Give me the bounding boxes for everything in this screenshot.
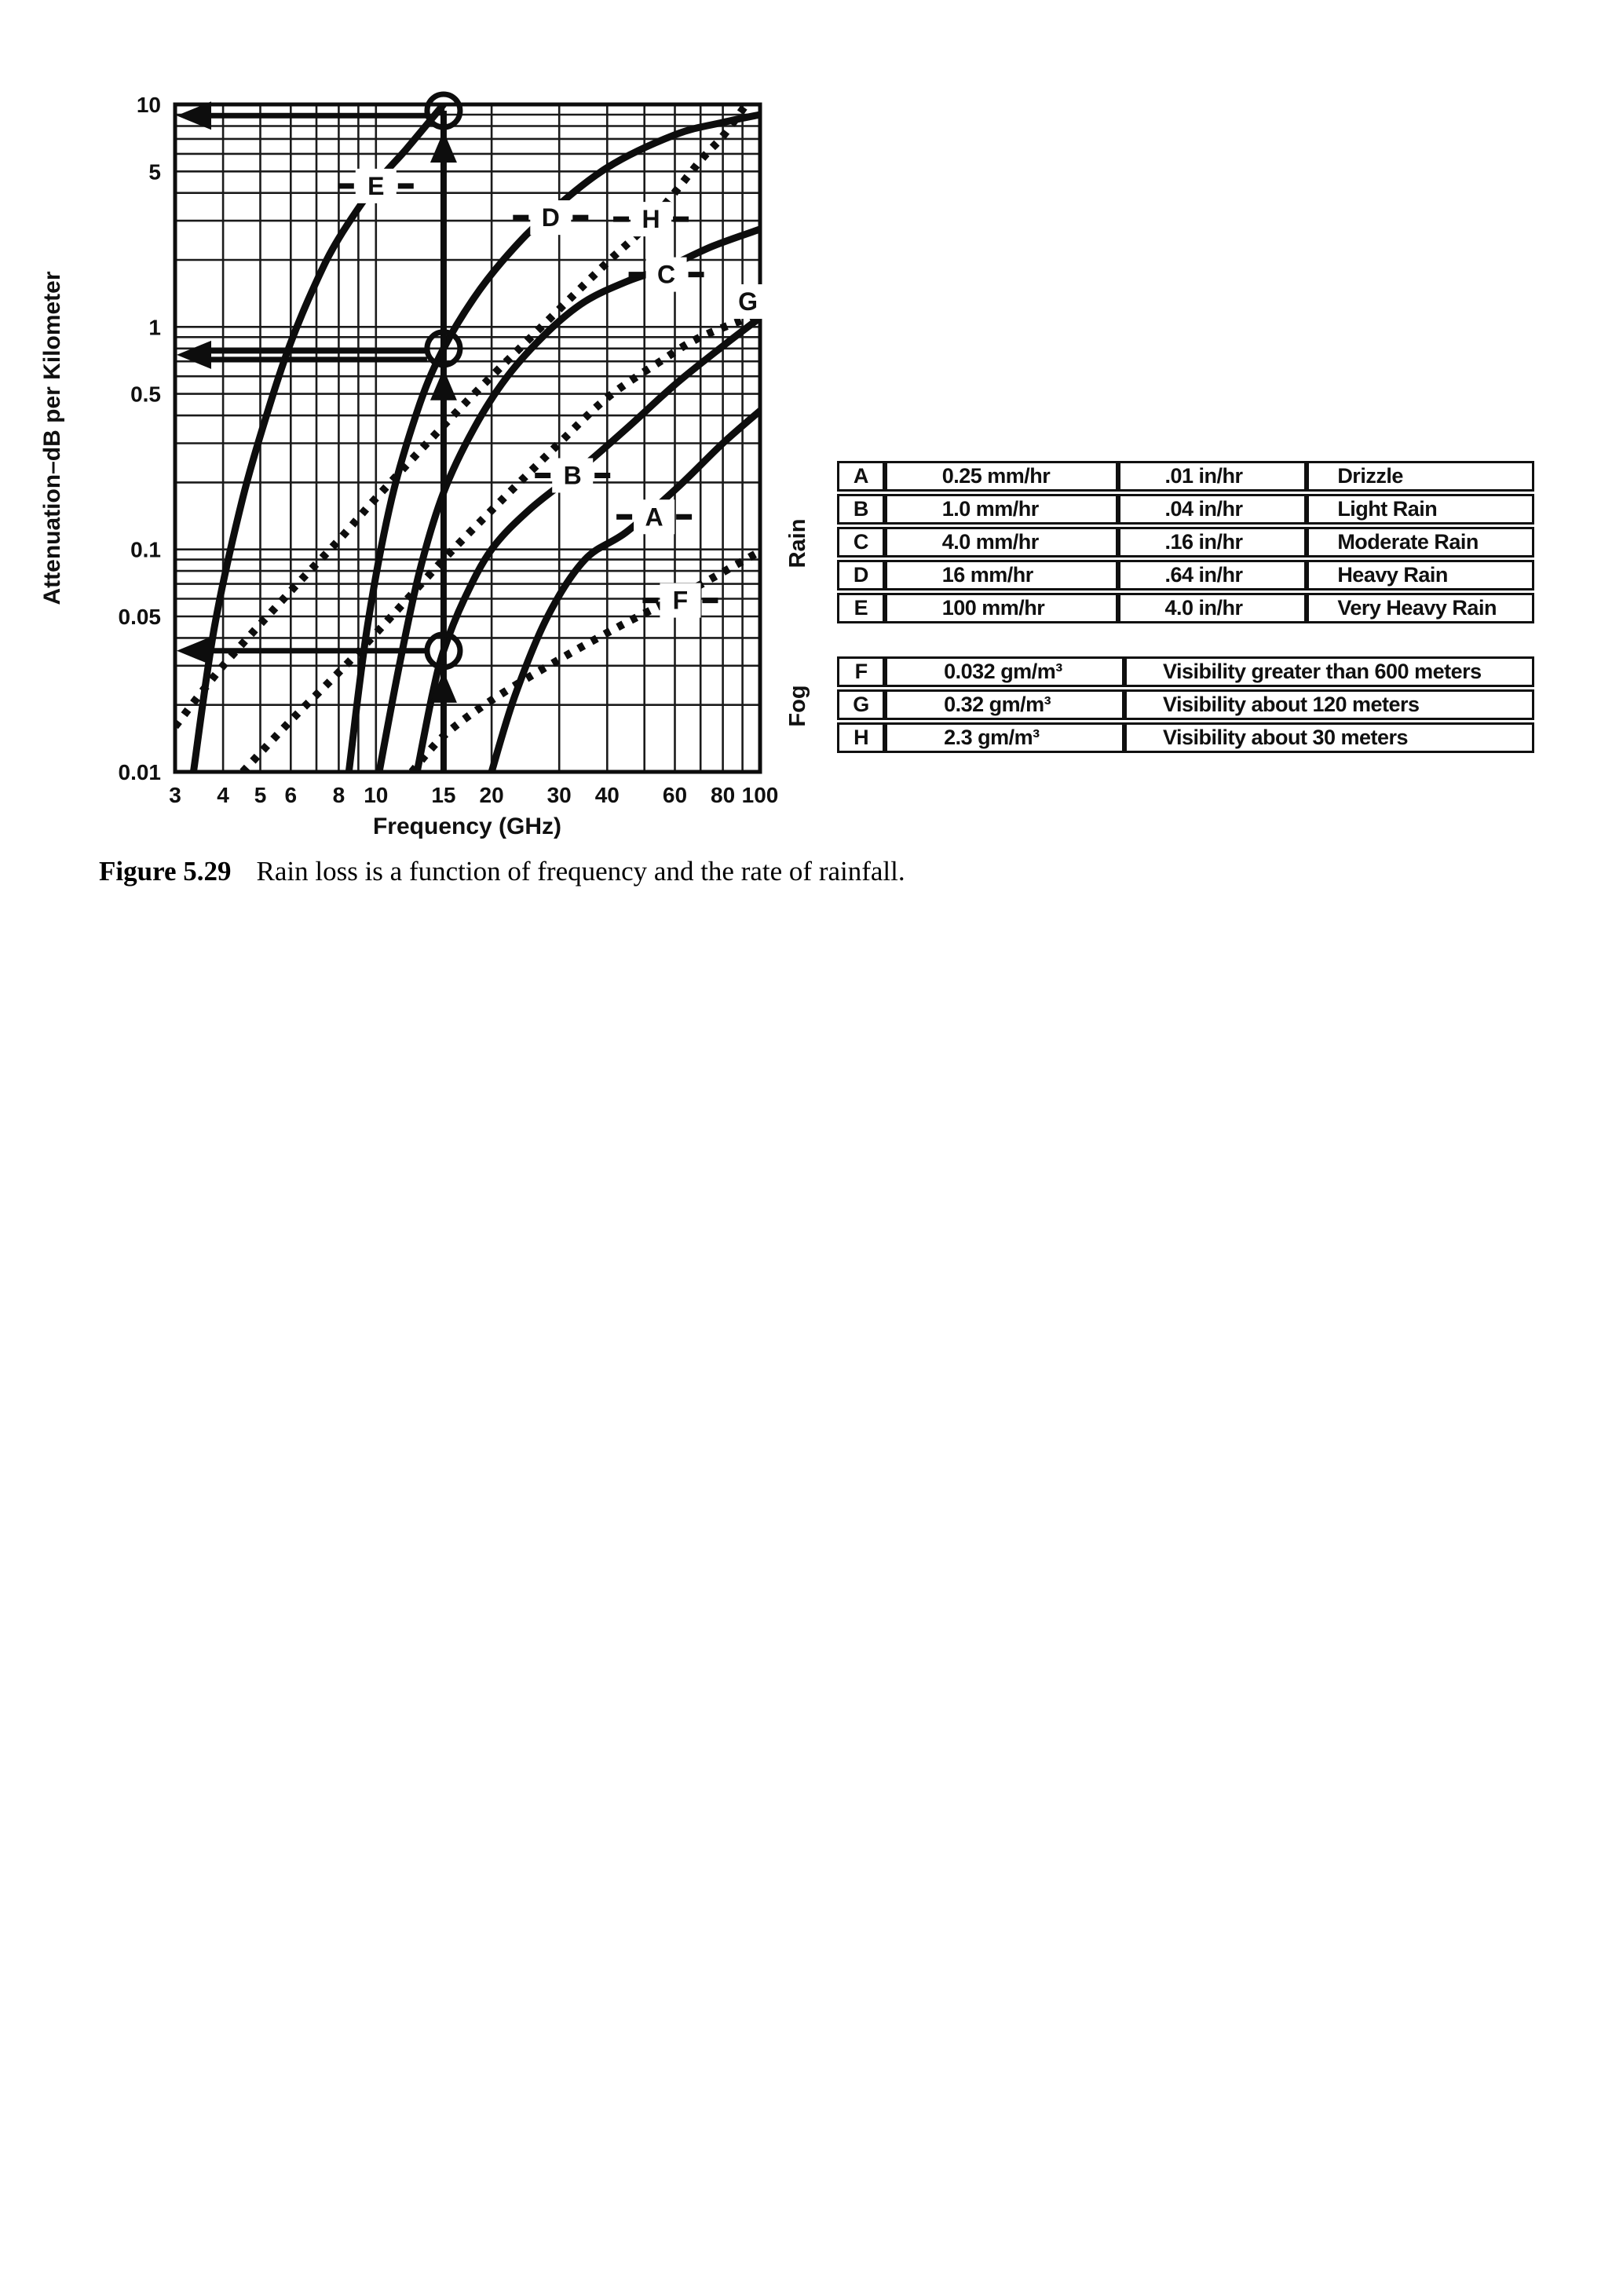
- table-cell: E: [837, 593, 885, 623]
- y-tick-label: 5: [148, 159, 161, 185]
- table-cell: 0.32 gm/m³: [885, 689, 1124, 720]
- x-tick-label: 6: [284, 783, 298, 807]
- table-cell: .16 in/hr: [1118, 527, 1307, 558]
- x-tick-label: 60: [662, 783, 688, 807]
- x-tick-label: 10: [364, 783, 389, 807]
- table-cell: 0.032 gm/m³: [885, 656, 1124, 687]
- table-cell: A: [837, 461, 885, 492]
- y-tick-label: 1: [148, 315, 161, 340]
- table-cell: F: [837, 656, 885, 687]
- table-row: [837, 527, 1534, 558]
- table-cell: 0.25 mm/hr: [885, 461, 1119, 492]
- table-cell: Heavy Rain: [1307, 560, 1534, 590]
- x-tick-label: 3: [169, 783, 181, 807]
- curve-label-G: G: [738, 287, 758, 316]
- left-arrowhead: [177, 637, 211, 665]
- table-cell: .01 in/hr: [1118, 461, 1307, 492]
- y-axis-title: Attenuation–dB per Kilometer: [39, 271, 65, 605]
- y-tick-label: 10: [136, 93, 161, 117]
- table-cell: B: [837, 494, 885, 525]
- figure-caption-label: Figure 5.29: [99, 856, 232, 887]
- y-tick-label: 0.05: [118, 605, 161, 629]
- table-cell: 4.0 mm/hr: [885, 527, 1119, 558]
- figure-caption-text: Rain loss is a function of frequency and the rate of rainfall.: [256, 856, 905, 887]
- curve-B: [417, 318, 760, 772]
- rain-table: [837, 459, 1534, 626]
- x-tick-label: 40: [594, 783, 620, 807]
- x-tick-label: 30: [546, 783, 572, 807]
- x-tick-label: 15: [431, 783, 456, 807]
- left-arrowhead: [177, 341, 211, 369]
- curve-label-B: B: [563, 461, 582, 490]
- table-cell: Very Heavy Rain: [1307, 593, 1534, 623]
- table-cell: Visibility about 30 meters: [1124, 722, 1534, 753]
- curve-label-F: F: [672, 586, 689, 615]
- table-cell: .04 in/hr: [1118, 494, 1307, 525]
- table-cell: 2.3 gm/m³: [885, 722, 1124, 753]
- figure-caption: [99, 856, 905, 887]
- x-tick-label: 20: [479, 783, 504, 807]
- x-tick-label: 80: [711, 783, 736, 807]
- table-cell: Light Rain: [1307, 494, 1534, 525]
- table-cell: 4.0 in/hr: [1118, 593, 1307, 623]
- curve-label-D: D: [541, 203, 560, 232]
- x-axis-title: Frequency (GHz): [372, 813, 562, 839]
- table-row: [837, 461, 1534, 492]
- table-cell: D: [837, 560, 885, 590]
- curve-label-C: C: [657, 260, 676, 289]
- y-tick-label: 0.01: [118, 760, 161, 784]
- x-tick-label: 5: [254, 783, 267, 807]
- table-row: [837, 560, 1534, 590]
- x-tick-label: 8: [332, 783, 345, 807]
- table-row: [837, 722, 1534, 753]
- x-tick-label: 100: [741, 783, 779, 807]
- table-cell: H: [837, 722, 885, 753]
- curve-label-A: A: [645, 503, 663, 532]
- x-tick-label: 4: [217, 783, 229, 807]
- curve-label-E: E: [367, 171, 385, 200]
- fog-table: [837, 654, 1534, 755]
- curve-label-H: H: [642, 205, 660, 234]
- table-cell: Drizzle: [1307, 461, 1534, 492]
- attenuation-vs-frequency-chart: [0, 0, 824, 950]
- table-cell: G: [837, 689, 885, 720]
- table-row: [837, 593, 1534, 623]
- table-cell: Moderate Rain: [1307, 527, 1534, 558]
- table-cell: 100 mm/hr: [885, 593, 1119, 623]
- table-cell: C: [837, 527, 885, 558]
- table-cell: Visibility greater than 600 meters: [1124, 656, 1534, 687]
- table-cell: 1.0 mm/hr: [885, 494, 1119, 525]
- y-tick-label: 0.5: [130, 382, 161, 407]
- table-row: [837, 656, 1534, 687]
- table-row: [837, 689, 1534, 720]
- curves: [175, 104, 760, 772]
- table-cell: 16 mm/hr: [885, 560, 1119, 590]
- rain-side-label: Rain: [785, 518, 810, 569]
- y-tick-label: 0.1: [130, 537, 161, 562]
- table-cell: .64 in/hr: [1118, 560, 1307, 590]
- fog-side-label: Fog: [785, 685, 810, 727]
- up-arrowhead: [430, 131, 457, 163]
- table-cell: Visibility about 120 meters: [1124, 689, 1534, 720]
- table-row: [837, 494, 1534, 525]
